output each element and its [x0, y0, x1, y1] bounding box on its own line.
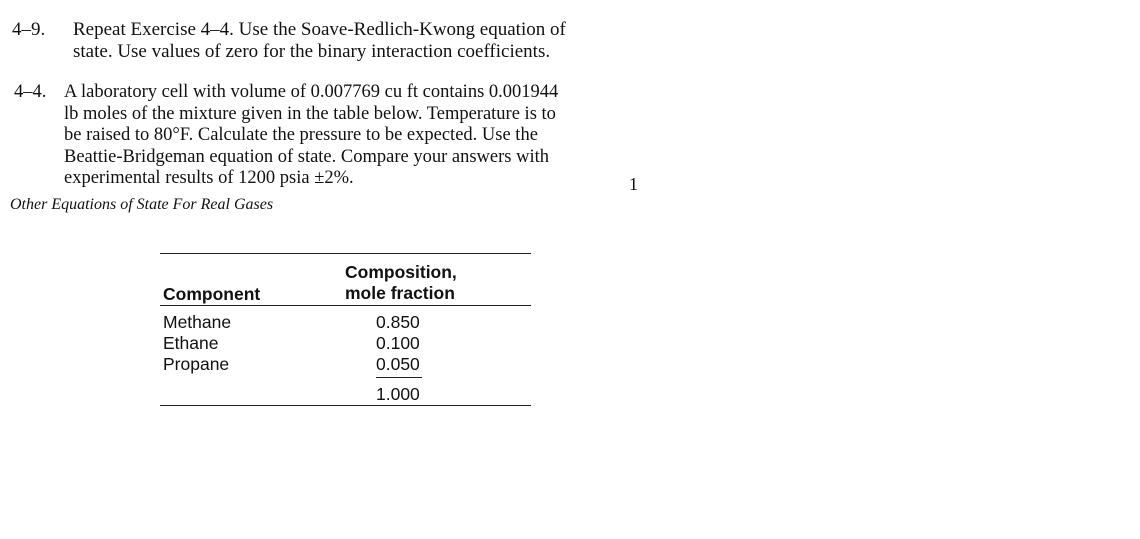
exercise-text — [64, 82, 558, 190]
exercise-line: experimental results of 1200 psia ±2%. — [64, 168, 354, 188]
table-total: 1.000 — [376, 384, 420, 404]
sum-rule — [376, 377, 422, 378]
exercise-line: Beattie-Bridgeman equation of state. Compare your answers with — [64, 146, 549, 167]
header-rule — [160, 305, 531, 306]
exercise-line: Repeat Exercise 4–4. Use the Soave-Redlich-Kwong equation of — [73, 19, 566, 40]
exercise-line: be raised to 80°F. Calculate the pressure to be expected. Use the — [64, 125, 538, 145]
table-cell-value: 0.850 — [376, 312, 420, 332]
table-cell-component: Propane — [163, 354, 230, 374]
exercise-line: state. Use values of zero for the binary interaction coefficients. — [73, 40, 551, 62]
table-cell-component: Ethane — [163, 333, 219, 353]
stray-mark: 1 — [629, 174, 638, 194]
exercise-number: 4–9. — [12, 19, 46, 40]
table-cell-value: 0.050 — [376, 354, 420, 374]
table-cell-value: 0.100 — [376, 333, 420, 353]
exercise-text — [73, 19, 566, 62]
header-component: Component — [163, 284, 261, 304]
header-composition-1: Composition, — [345, 262, 457, 282]
figure-caption: Other Equations of State For Real Gases — [10, 196, 274, 213]
exercise-line: A laboratory cell with volume of 0.007769 cu ft contains 0.001944 — [64, 82, 559, 102]
table-cell-component: Methane — [163, 312, 232, 332]
exercise-line: lb moles of the mixture given in the table below. Temperature is to — [64, 103, 556, 124]
table-bottom-rule — [160, 405, 531, 406]
exercise-number: 4–4. — [14, 82, 47, 102]
table-top-rule — [160, 253, 531, 254]
header-composition-2: mole fraction — [345, 283, 455, 303]
